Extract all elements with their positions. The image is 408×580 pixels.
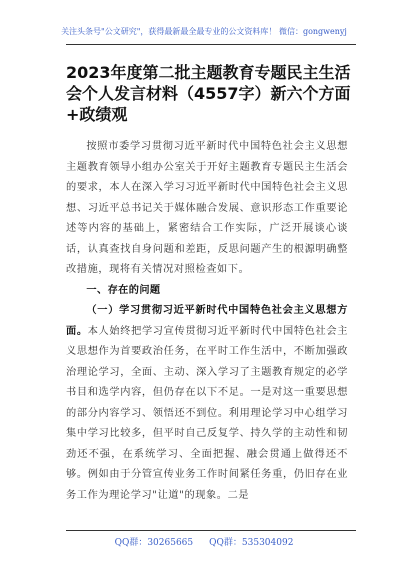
section-heading: 一、存在的问题 <box>86 284 161 296</box>
subsection-paragraph <box>66 301 348 506</box>
intro-paragraph: 按照市委学习贯彻习近平新时代中国特色社会主义思想主题教育领导小组办公室关于开好主题教育专题民主生活会的要求，本人在深入学习习近平新时代中国特色社会主义思想、习近平总书记关于媒体融合发展、意识形态工作重要论述等内容的基础上，紧密结合工作实际，广泛开展谈心谈话，认真查找自身问题和差距，反思问题产生的根源明确整改措施，现将有关情况对照检查如下。 <box>66 141 348 275</box>
header-notice: 关注头条号"公文研究"，获得最新最全最专业的公文资料库！ 微信：gongwenyj <box>61 27 347 36</box>
footer <box>0 535 408 548</box>
footer-qq-group-1: QQ群：30265665 <box>114 538 194 548</box>
subsection-text: 本人始终把学习宣传贯彻习近平新时代中国特色社会主义思想作为首要政治任务，在平时工作生活中，不断加强政治理论学习，全面、主动、深入学习了主题教育规定的必学书目和选学内容，但仍存在以下不足。一是对这一重要思想的部分内容学习、领悟还不到位。利用理论学习中心组学习集中学习比较多，但平时自己反复学、持久学的主动性和韧劲还不强，在系统学习、全面把握、融会贯通上做得还不够。例如由于分管宣传业务工作时间紧任务重，仍旧存在业务工作为理论学习"让道"的现象。二是 <box>66 325 348 501</box>
document-title: 2023年度第二批主题教育专题民主生活会个人发言材料（4557字）新六个方面+政绩观 <box>66 63 351 124</box>
footer-qq-group-2: QQ群：535304092 <box>209 538 294 548</box>
document-body <box>66 137 348 506</box>
header-divider <box>66 44 356 45</box>
subsection-heading: （一）学习贯彻习近平新时代中国特色社会主义思想方面。 <box>66 305 348 337</box>
footer-divider <box>66 530 356 531</box>
